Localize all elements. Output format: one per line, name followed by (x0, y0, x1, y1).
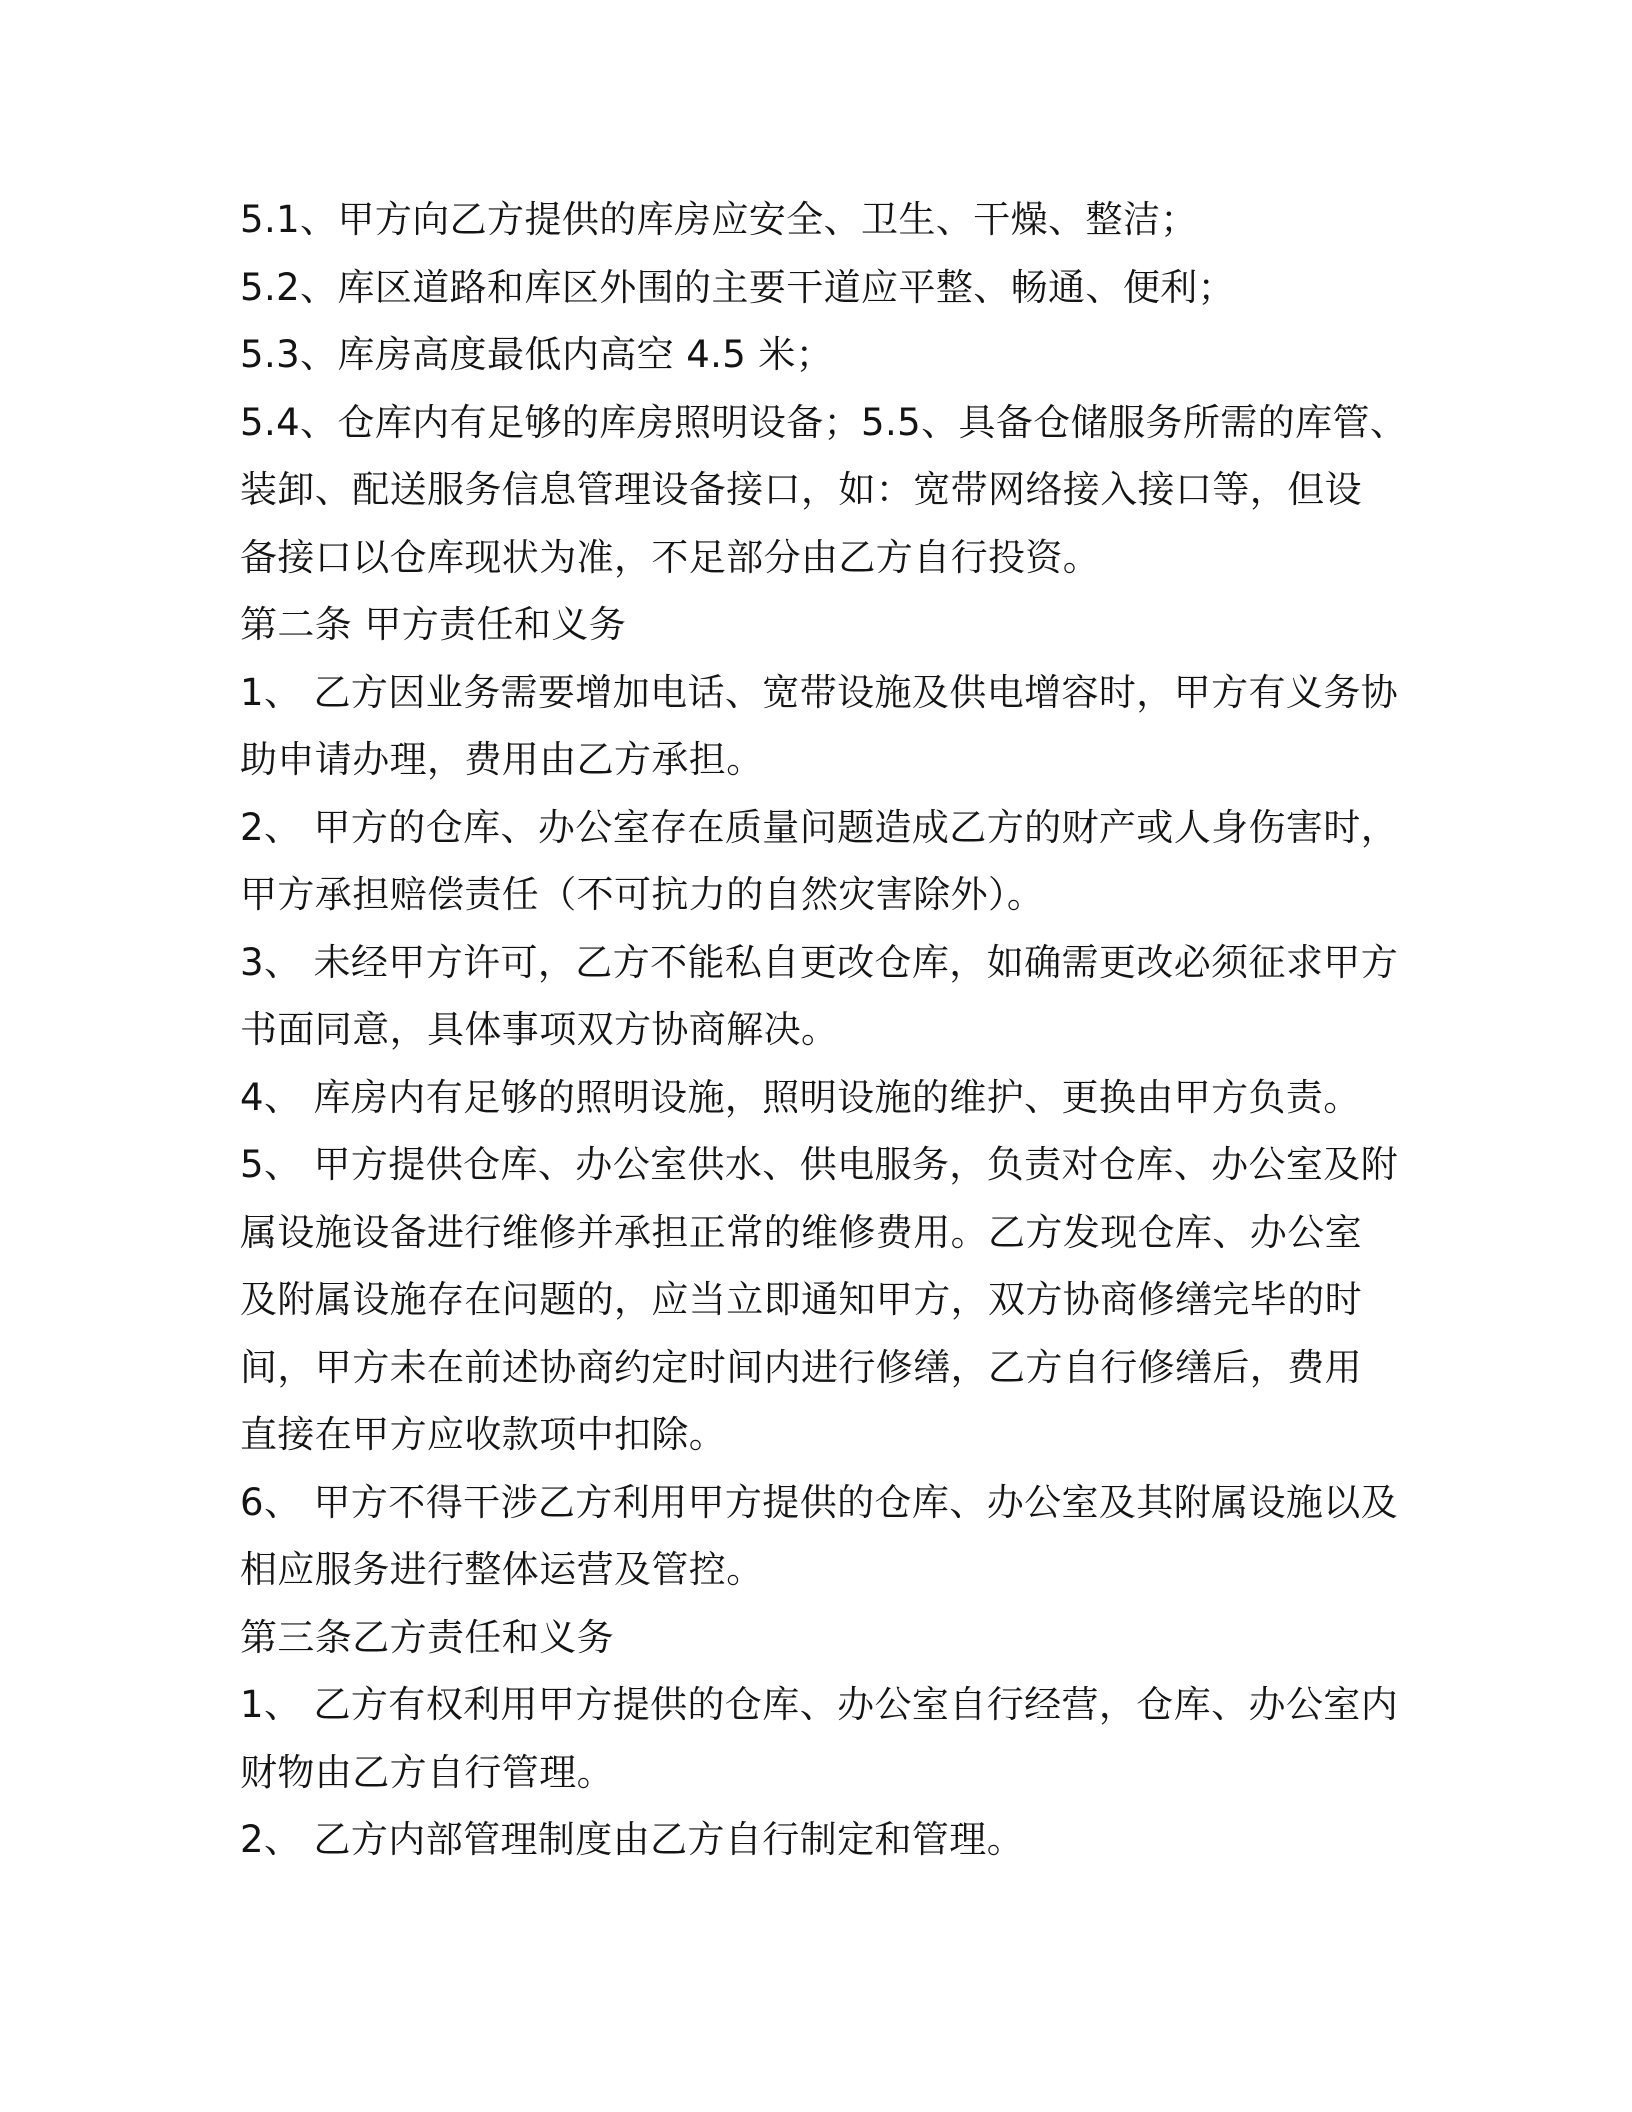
document-body (240, 186, 1408, 1874)
text-line: 2、 乙方内部管理制度由乙方自行制定和管理。 (240, 1818, 1025, 1861)
text-line: 直接在甲方应收款项中扣除。 (240, 1413, 727, 1456)
text-line: 2、 甲方的仓库、办公室存在质量问题造成乙方的财产或人身伤害时， (240, 805, 1399, 849)
text-line: 书面同意，具体事项双方协商解决。 (240, 1008, 839, 1051)
text-line: 5.4、仓库内有足够的库房照明设备；5.5、具备仓储服务所需的库管、 (240, 400, 1408, 444)
text-line: 财物由乙方自行管理。 (240, 1750, 614, 1794)
text-line: 相应服务进行整体运营及管控。 (240, 1548, 764, 1591)
text-line: 3、 未经甲方许可，乙方不能私自更改仓库，如确需更改必须征求甲方 (240, 940, 1399, 984)
text-line: 1、 乙方有权利用甲方提供的仓库、办公室自行经营，仓库、办公室内 (240, 1683, 1399, 1726)
text-line: 属设施设备进行维修并承担正常的维修费用。乙方发现仓库、办公室 (240, 1210, 1362, 1254)
text-line: 1、 乙方因业务需要增加电话、宽带设施及供电增容时，甲方有义务协 (240, 670, 1399, 714)
text-line: 4、 库房内有足够的照明设施，照明设施的维护、更换由甲方负责。 (240, 1075, 1361, 1119)
text-line: 6、 甲方不得干涉乙方利用甲方提供的仓库、办公室及其附属设施以及 (240, 1480, 1399, 1524)
text-line: 间，甲方未在前述协商约定时间内进行修缮，乙方自行修缮后，费用 (240, 1345, 1362, 1389)
text-line: 5、 甲方提供仓库、办公室供水、供电服务，负责对仓库、办公室及附 (240, 1143, 1399, 1186)
text-line: 5.2、库区道路和库区外围的主要干道应平整、畅通、便利； (240, 265, 1236, 309)
text-line: 及附属设施存在问题的，应当立即通知甲方，双方协商修缮完毕的时 (240, 1278, 1362, 1321)
text-line: 5.1、甲方向乙方提供的库房应安全、卫生、干燥、整洁； (240, 198, 1198, 241)
text-line: 甲方承担赔偿责任（不可抗力的自然灾害除外）。 (240, 873, 1045, 916)
section-heading: 第三条乙方责任和义务 (240, 1615, 614, 1659)
text-line: 5.3、库房高度最低内高空 4.5 米； (240, 333, 834, 376)
text-line: 助申请办理，费用由乙方承担。 (240, 738, 764, 781)
text-line: 备接口以仓库现状为准，不足部分由乙方自行投资。 (240, 535, 1101, 579)
text-line: 装卸、配送服务信息管理设备接口，如：宽带网络接入接口等，但设 (240, 468, 1362, 511)
section-heading: 第二条 甲方责任和义务 (240, 603, 627, 646)
